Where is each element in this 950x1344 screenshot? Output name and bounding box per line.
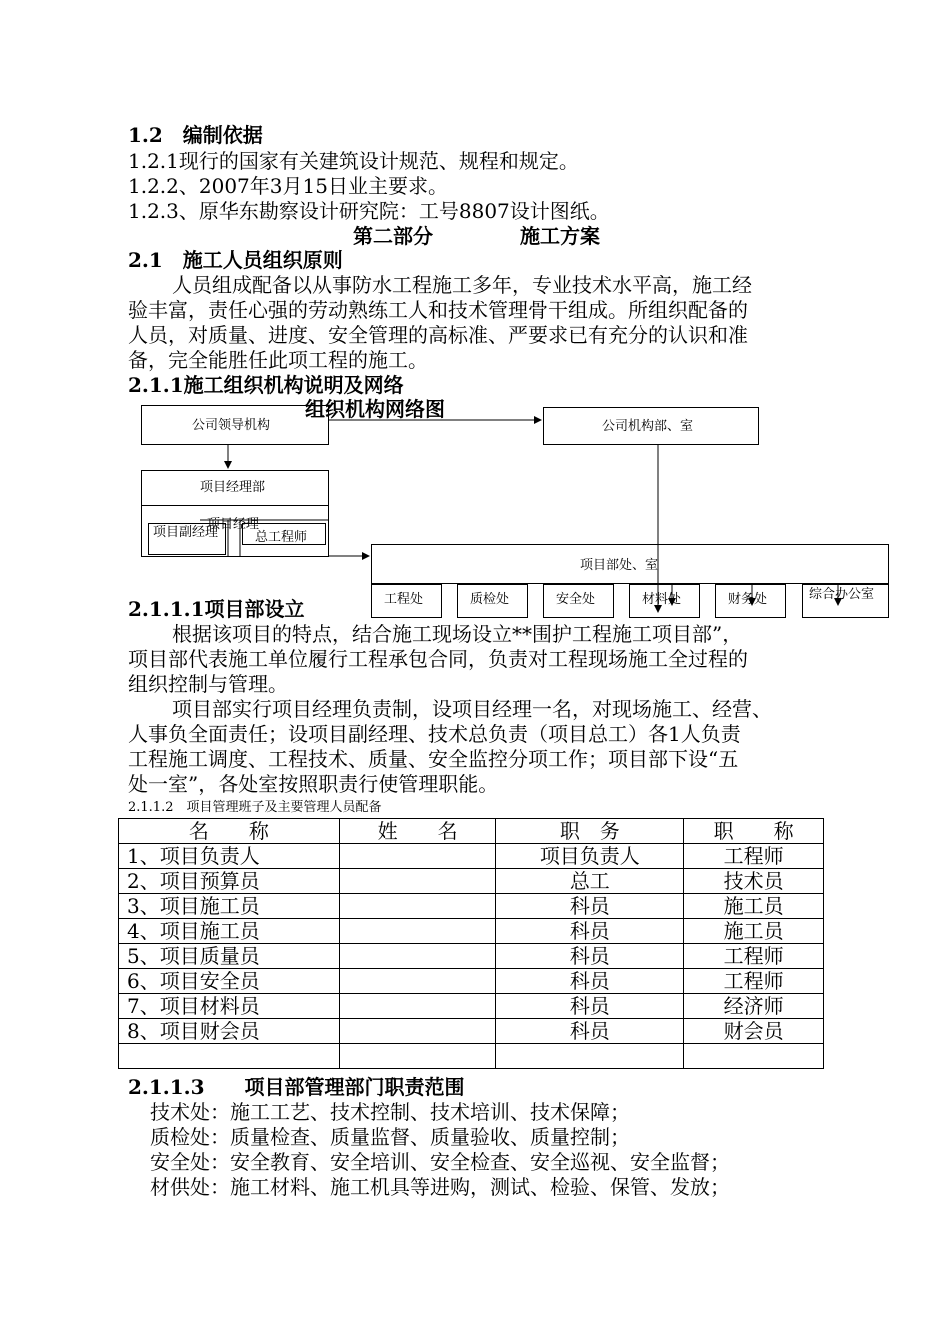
duty-line: 质检处：质量检查、质量监督、质量验收、质量控制； [150,1125,630,1149]
section-2-1-para: 验丰富，责任心强的劳动熟练工人和技术管理骨干组成。所组织配备的 [128,298,748,322]
table-header-row [119,819,824,844]
table-cell [684,1044,824,1069]
office-box [715,584,786,618]
office-label: 材料处 [642,592,682,607]
column-header: 职 务 [496,819,684,844]
column-header: 名 称 [119,819,340,844]
section-1-2-item: 1.2.2、2007年3月15日业主要求。 [128,174,448,198]
table-cell: 科员 [496,994,684,1019]
project-offices-label: 项目部处、室 [580,558,659,573]
section-2-1-1-1-para: 项目部代表施工单位履行工程承包合同，负责对工程现场施工全过程的 [128,647,748,671]
section-2-1-1-1-para: 组织控制与管理。 [128,672,288,696]
table-cell: 施工员 [684,919,824,944]
table-cell [339,869,496,894]
office-box [802,584,889,618]
table-cell: 工程师 [684,944,824,969]
table-cell: 3、项目施工员 [119,894,340,919]
table-cell: 6、项目安全员 [119,969,340,994]
table-cell: 2、项目预算员 [119,869,340,894]
table-cell: 7、项目材料员 [119,994,340,1019]
table-cell: 1、项目负责人 [119,844,340,869]
section-1-2-item: 1.2.3、原华东勘察设计研究院：工号8807设计图纸。 [128,199,610,223]
table-cell: 科员 [496,969,684,994]
column-header: 职 称 [684,819,824,844]
section-2-1-1-1-para: 工程施工调度、工程技术、质量、安全监控分项工作；项目部下设“五 [128,747,739,771]
table-cell: 科员 [496,919,684,944]
table-cell [119,1044,340,1069]
table-row [119,1019,824,1044]
table-row [119,844,824,869]
section-2-1-para: 人员，对质量、进度、安全管理的高标准、严要求已有充分的认识和准 [128,323,748,347]
table-row [119,1044,824,1069]
table-row [119,994,824,1019]
duty-line: 技术处：施工工艺、技术控制、技术培训、技术保障； [150,1100,630,1124]
table-cell [339,894,496,919]
section-2-1-1-1-para: 根据该项目的特点，结合施工现场设立**围护工程施工项目部”， [172,622,743,646]
office-label: 质检处 [470,592,510,607]
table-cell [496,1044,684,1069]
section-2-1-1-1-para: 人事负全面责任；设项目副经理、技术总负责（项目总工）各1人负责 [128,722,741,746]
section-2-1-1-2-title: 2.1.1.2 项目管理班子及主要管理人员配备 [128,800,382,815]
table-cell: 财会员 [684,1019,824,1044]
org-chart-title: 组织机构网络图 [305,397,445,421]
table-cell [339,1019,496,1044]
table-cell: 8、项目财会员 [119,1019,340,1044]
duty-line: 材供处：施工材料、施工机具等进购，测试、检验、保管、发放； [150,1175,730,1199]
section-2-1-1-1-title: 2.1.1.1项目部设立 [128,597,305,621]
table-row [119,969,824,994]
table-cell [339,919,496,944]
office-box [371,584,442,618]
section-1-2-title: 1.2 编制依据 [128,123,263,147]
duty-line: 安全处：安全教育、安全培训、安全检查、安全巡视、安全监督； [150,1150,730,1174]
table-cell: 5、项目质量员 [119,944,340,969]
table-cell: 4、项目施工员 [119,919,340,944]
office-box [457,584,528,618]
table-cell: 技术员 [684,869,824,894]
section-2-1-1-title: 2.1.1施工组织机构说明及网络 [128,373,404,397]
chief-engineer-box [242,523,326,545]
table-cell [339,844,496,869]
table-cell: 科员 [496,944,684,969]
table-cell: 工程师 [684,844,824,869]
office-label: 综合办公室 [809,587,875,602]
column-header: 姓 名 [339,819,496,844]
company-departments-box [543,407,759,445]
table-cell [339,944,496,969]
section-2-1-1-3-title: 2.1.1.3 项目部管理部门职责范围 [128,1075,465,1099]
company-leadership-label: 公司领导机构 [192,418,271,433]
section-2-1-1-1-para: 处一室”，各处室按照职责行使管理职能。 [128,772,499,796]
company-departments-label: 公司机构部、室 [602,419,694,434]
table-row [119,944,824,969]
table-cell: 总工 [496,869,684,894]
project-offices-box [371,544,889,584]
section-2-1-title: 2.1 施工人员组织原则 [128,248,343,272]
table-cell: 施工员 [684,894,824,919]
table-cell [339,1044,496,1069]
section-2-1-para: 人员组成配备以从事防水工程施工多年，专业技术水平高，施工经 [172,273,752,297]
table-cell: 工程师 [684,969,824,994]
table-cell [339,969,496,994]
deputy-pm-label: 项目副经理 [153,525,219,540]
table-row [119,894,824,919]
table-cell [339,994,496,1019]
staff-table [118,818,824,1069]
section-2-1-para: 备，完全能胜任此项工程的施工。 [128,348,428,372]
office-label: 财务处 [728,592,768,607]
pm-overlap-label: 项目经理 [207,517,260,532]
office-label: 安全处 [556,592,596,607]
pm-department-label: 项目经理部 [200,480,266,495]
table-cell: 经济师 [684,994,824,1019]
office-box [629,584,700,618]
part2-heading-left: 第二部分 [353,224,433,248]
deputy-pm-box [148,523,226,555]
section-1-2-item: 1.2.1现行的国家有关建筑设计规范、规程和规定。 [128,149,579,173]
office-box [543,584,614,618]
table-row [119,869,824,894]
table-row [119,919,824,944]
company-leadership-box [141,405,329,445]
table-cell: 科员 [496,894,684,919]
part2-heading-right: 施工方案 [520,224,600,248]
table-cell: 项目负责人 [496,844,684,869]
chief-engineer-label: 总工程师 [255,530,308,545]
section-2-1-1-1-para: 项目部实行项目经理负责制，设项目经理一名，对现场施工、经营、 [172,697,772,721]
table-cell: 科员 [496,1019,684,1044]
office-label: 工程处 [384,592,424,607]
